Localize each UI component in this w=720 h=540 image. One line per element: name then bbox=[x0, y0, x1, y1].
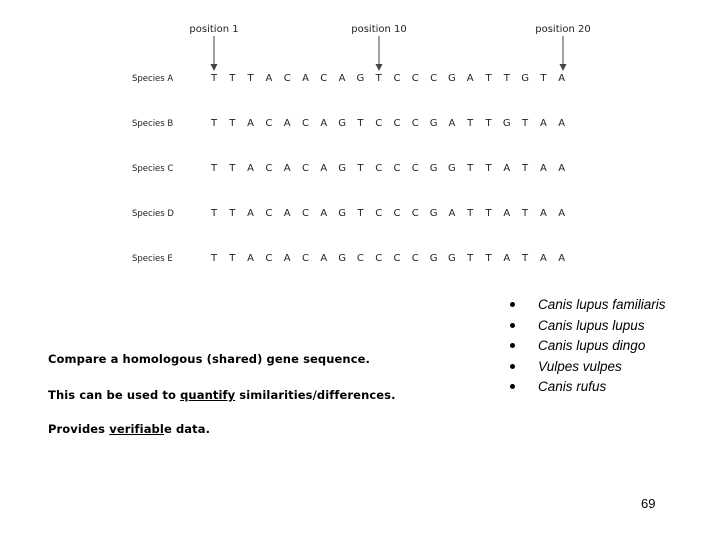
quantify-word: quantify bbox=[180, 388, 236, 402]
nucleotide: T bbox=[522, 208, 529, 219]
nucleotide: C bbox=[411, 73, 419, 84]
provides-text-after: e data. bbox=[163, 422, 211, 436]
nucleotide: A bbox=[503, 163, 511, 174]
nucleotide: T bbox=[522, 163, 529, 174]
arrowhead-position-20 bbox=[560, 64, 567, 71]
nucleotide: T bbox=[210, 163, 218, 174]
species-name: Canis lupus familiaris bbox=[538, 297, 666, 312]
nucleotide: G bbox=[448, 253, 456, 264]
nucleotide: A bbox=[247, 163, 255, 174]
species-label: Species C bbox=[132, 164, 174, 174]
nucleotide: A bbox=[283, 253, 291, 264]
nucleotide: C bbox=[302, 118, 309, 129]
bullet-dot bbox=[510, 302, 515, 307]
nucleotide: G bbox=[338, 253, 346, 264]
nucleotide: A bbox=[558, 208, 566, 219]
nucleotide: C bbox=[375, 208, 383, 219]
nucleotide: A bbox=[320, 208, 328, 219]
nucleotide: A bbox=[466, 73, 474, 84]
species-label: Species B bbox=[132, 119, 174, 129]
nucleotide: A bbox=[539, 208, 547, 219]
species-name: Canis rufus bbox=[538, 379, 607, 394]
nucleotide: A bbox=[448, 208, 456, 219]
nucleotide: T bbox=[229, 208, 236, 219]
species-label: Species E bbox=[132, 254, 173, 264]
nucleotide: T bbox=[247, 73, 254, 84]
nucleotide: G bbox=[429, 118, 438, 129]
nucleotide: C bbox=[265, 118, 273, 129]
nucleotide: A bbox=[448, 118, 456, 129]
nucleotide: A bbox=[558, 73, 566, 84]
nucleotide: A bbox=[503, 253, 511, 264]
nucleotide: T bbox=[485, 163, 492, 174]
nucleotide: C bbox=[393, 208, 401, 219]
nucleotide: T bbox=[522, 118, 529, 129]
provides-text-before: Provides bbox=[48, 422, 110, 436]
nucleotide: T bbox=[540, 73, 547, 84]
nucleotide: C bbox=[302, 208, 309, 219]
nucleotide: T bbox=[357, 163, 364, 174]
nucleotide: C bbox=[411, 208, 419, 219]
nucleotide: T bbox=[210, 253, 218, 264]
nucleotide: C bbox=[265, 163, 273, 174]
nucleotide: C bbox=[393, 73, 401, 84]
nucleotide: A bbox=[320, 118, 328, 129]
nucleotide: T bbox=[485, 73, 492, 84]
quantify-text-before: This can be used to bbox=[48, 388, 181, 402]
nucleotide: A bbox=[539, 253, 547, 264]
nucleotide: A bbox=[539, 163, 547, 174]
nucleotide: T bbox=[357, 118, 364, 129]
quantify-text-after: similarities/differences. bbox=[235, 388, 396, 402]
arrowhead-position-1 bbox=[211, 64, 218, 71]
position-1-label: position 1 bbox=[189, 24, 239, 35]
nucleotide: C bbox=[375, 163, 383, 174]
nucleotide: G bbox=[448, 163, 456, 174]
nucleotide: A bbox=[320, 163, 328, 174]
nucleotide: T bbox=[229, 253, 236, 264]
nucleotide: T bbox=[210, 118, 218, 129]
nucleotide: C bbox=[356, 253, 364, 264]
nucleotide: T bbox=[485, 253, 492, 264]
position-10-label: position 10 bbox=[351, 24, 407, 35]
species-label: Species A bbox=[132, 74, 174, 84]
nucleotide: G bbox=[429, 163, 438, 174]
nucleotide: A bbox=[302, 73, 309, 84]
verifiable-word: verifiabl bbox=[109, 422, 164, 436]
nucleotide: A bbox=[247, 253, 255, 264]
bullet-dot bbox=[510, 384, 515, 389]
nucleotide: T bbox=[229, 73, 236, 84]
nucleotide: C bbox=[430, 73, 438, 84]
nucleotide: T bbox=[357, 208, 364, 219]
nucleotide: A bbox=[558, 163, 566, 174]
nucleotide: A bbox=[320, 253, 328, 264]
nucleotide: C bbox=[375, 118, 383, 129]
nucleotide: T bbox=[467, 118, 474, 129]
nucleotide: T bbox=[467, 208, 474, 219]
nucleotide: T bbox=[467, 163, 474, 174]
nucleotide: C bbox=[283, 73, 291, 84]
nucleotide: T bbox=[229, 118, 236, 129]
nucleotide: G bbox=[338, 118, 346, 129]
nucleotide: G bbox=[502, 118, 511, 129]
bullet-dot bbox=[510, 323, 515, 328]
nucleotide: C bbox=[411, 163, 419, 174]
quantify-text bbox=[48, 388, 396, 402]
nucleotide: C bbox=[411, 118, 419, 129]
species-label: Species D bbox=[132, 209, 174, 219]
nucleotide: G bbox=[356, 73, 365, 84]
bullet-dot bbox=[510, 364, 515, 369]
nucleotide: A bbox=[247, 118, 255, 129]
nucleotide: C bbox=[320, 73, 328, 84]
nucleotide: A bbox=[539, 118, 547, 129]
compare-text: Compare a homologous (shared) gene sequence. bbox=[48, 352, 371, 366]
nucleotide: A bbox=[558, 118, 566, 129]
nucleotide: C bbox=[375, 253, 383, 264]
nucleotide: T bbox=[485, 118, 492, 129]
nucleotide: T bbox=[485, 208, 492, 219]
species-name: Canis lupus dingo bbox=[538, 338, 646, 353]
nucleotide: G bbox=[429, 253, 438, 264]
nucleotide: G bbox=[429, 208, 438, 219]
nucleotide: C bbox=[302, 253, 309, 264]
nucleotide: A bbox=[503, 208, 511, 219]
page-number: 69 bbox=[641, 496, 656, 511]
nucleotide: T bbox=[522, 253, 529, 264]
nucleotide: C bbox=[393, 118, 401, 129]
provides-text bbox=[48, 422, 210, 436]
nucleotide: C bbox=[393, 163, 401, 174]
arrowhead-position-10 bbox=[376, 64, 383, 71]
bullet-dot bbox=[510, 343, 515, 348]
nucleotide: T bbox=[229, 163, 236, 174]
nucleotide: T bbox=[210, 208, 218, 219]
nucleotide: A bbox=[265, 73, 273, 84]
nucleotide: T bbox=[467, 253, 474, 264]
nucleotide: C bbox=[393, 253, 401, 264]
nucleotide: C bbox=[265, 253, 273, 264]
species-name: Vulpes vulpes bbox=[538, 358, 622, 374]
nucleotide: A bbox=[338, 73, 346, 84]
nucleotide: C bbox=[302, 163, 309, 174]
nucleotide: A bbox=[283, 163, 291, 174]
nucleotide: G bbox=[521, 73, 529, 84]
nucleotide: G bbox=[338, 208, 346, 219]
nucleotide: A bbox=[283, 118, 291, 129]
species-name: Canis lupus lupus bbox=[538, 317, 645, 333]
nucleotide: T bbox=[210, 73, 218, 84]
nucleotide: A bbox=[558, 253, 566, 264]
nucleotide: A bbox=[283, 208, 291, 219]
nucleotide: C bbox=[265, 208, 273, 219]
nucleotide: A bbox=[247, 208, 255, 219]
nucleotide: T bbox=[503, 73, 510, 84]
nucleotide: G bbox=[448, 73, 456, 84]
nucleotide: G bbox=[338, 163, 346, 174]
position-20-label: position 20 bbox=[535, 24, 591, 35]
nucleotide: C bbox=[411, 253, 419, 264]
nucleotide: T bbox=[375, 73, 382, 84]
